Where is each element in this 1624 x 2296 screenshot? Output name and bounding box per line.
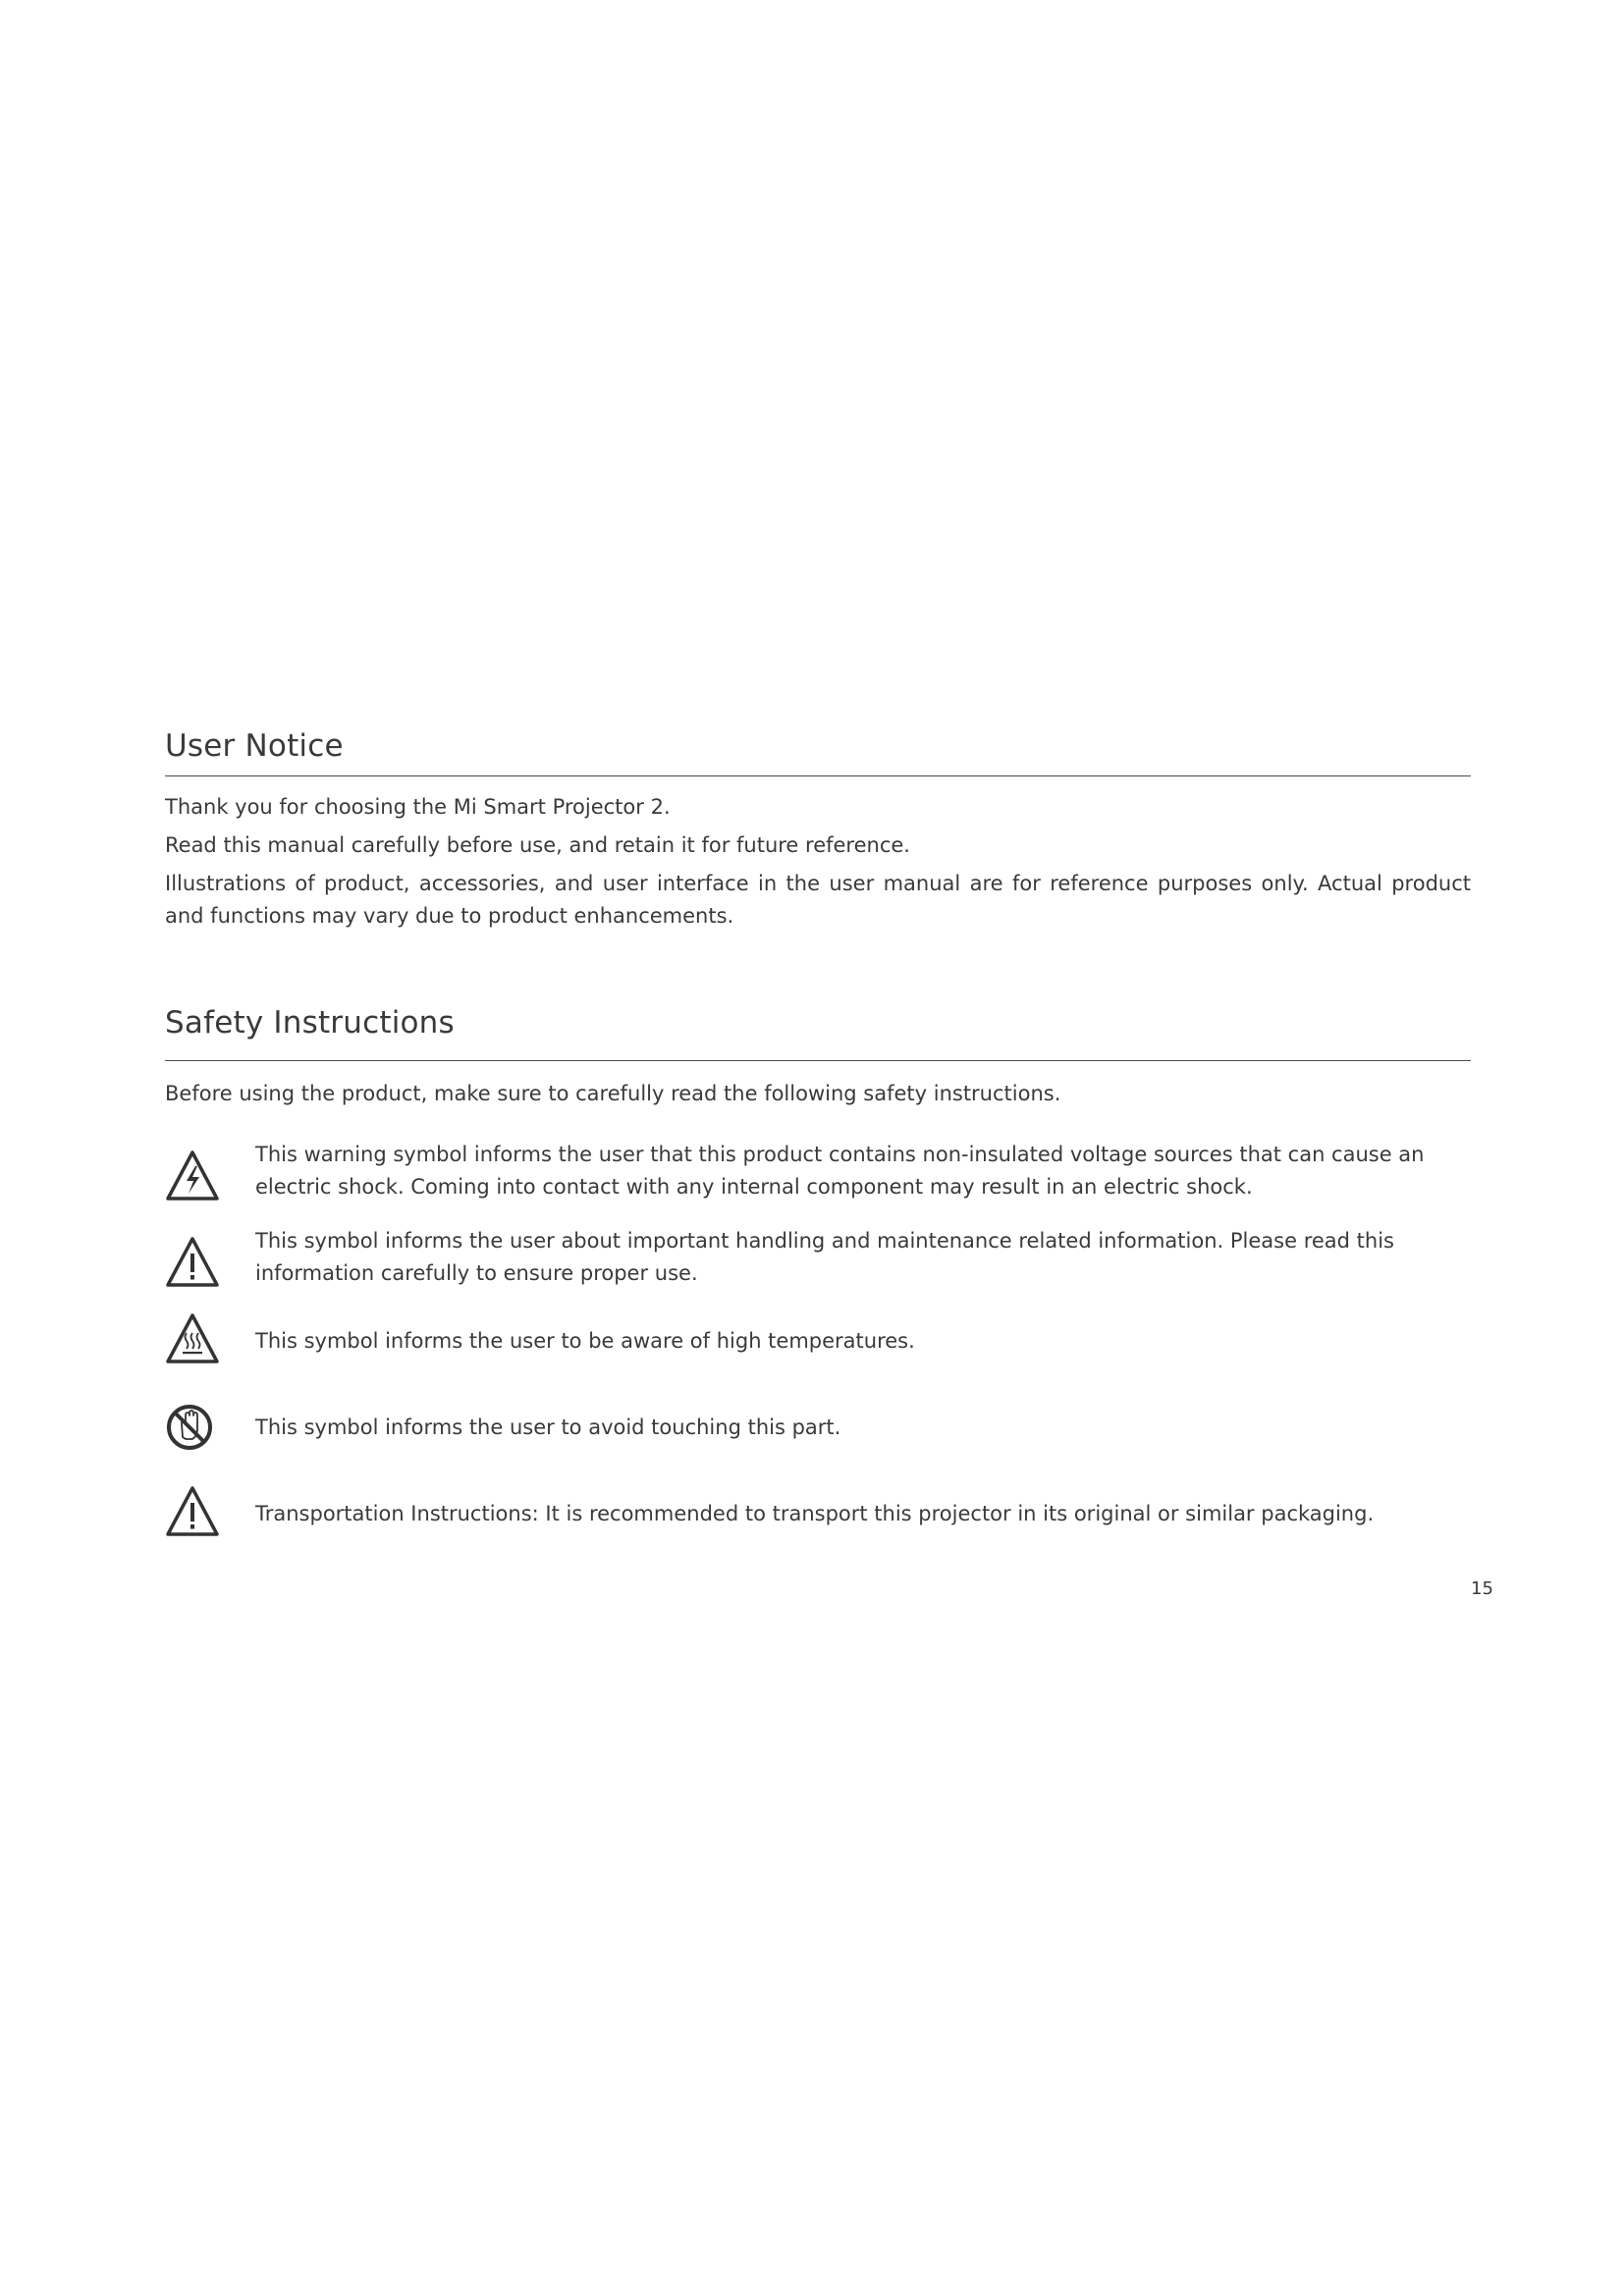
- caution-exclamation-icon: [165, 1484, 220, 1539]
- safety-symbol-text-2: This symbol informs the user about important handling and maintenance related information. Please read this information carefully to ensure proper use.: [255, 1229, 1394, 1285]
- user-notice-title: User Notice: [165, 728, 344, 764]
- safety-instructions-divider: [165, 1060, 1471, 1061]
- user-notice-paragraph-2: Read this manual carefully before use, and retain it for future reference.: [165, 833, 910, 857]
- user-notice-divider: [165, 775, 1471, 776]
- safety-symbol-text-3: This symbol informs the user to be aware of high temperatures.: [255, 1329, 915, 1353]
- safety-symbol-text-1: This warning symbol informs the user that this product contains non-insulated voltage sources that can cause an electric shock. Coming into contact with any internal component may result in an electric shock.: [255, 1143, 1425, 1199]
- safety-symbol-text-5: Transportation Instructions: It is recommended to transport this projector in its original or similar packaging.: [255, 1502, 1375, 1525]
- user-notice-paragraph-3: Illustrations of product, accessories, and user interface in the user manual are for reference purposes only. Actual product and functions may vary due to product enhancements.: [165, 872, 1471, 928]
- page-number: 15: [1471, 1578, 1493, 1599]
- hot-surface-icon: [165, 1311, 220, 1366]
- caution-exclamation-icon: [165, 1235, 220, 1290]
- safety-instructions-title: Safety Instructions: [165, 1005, 455, 1041]
- electric-shock-warning-icon: [165, 1148, 220, 1203]
- safety-intro: Before using the product, make sure to carefully read the following safety instructions.: [165, 1082, 1061, 1105]
- do-not-touch-icon: [165, 1400, 220, 1455]
- safety-symbol-text-4: This symbol informs the user to avoid touching this part.: [255, 1415, 841, 1439]
- user-notice-paragraph-1: Thank you for choosing the Mi Smart Projector 2.: [165, 795, 671, 819]
